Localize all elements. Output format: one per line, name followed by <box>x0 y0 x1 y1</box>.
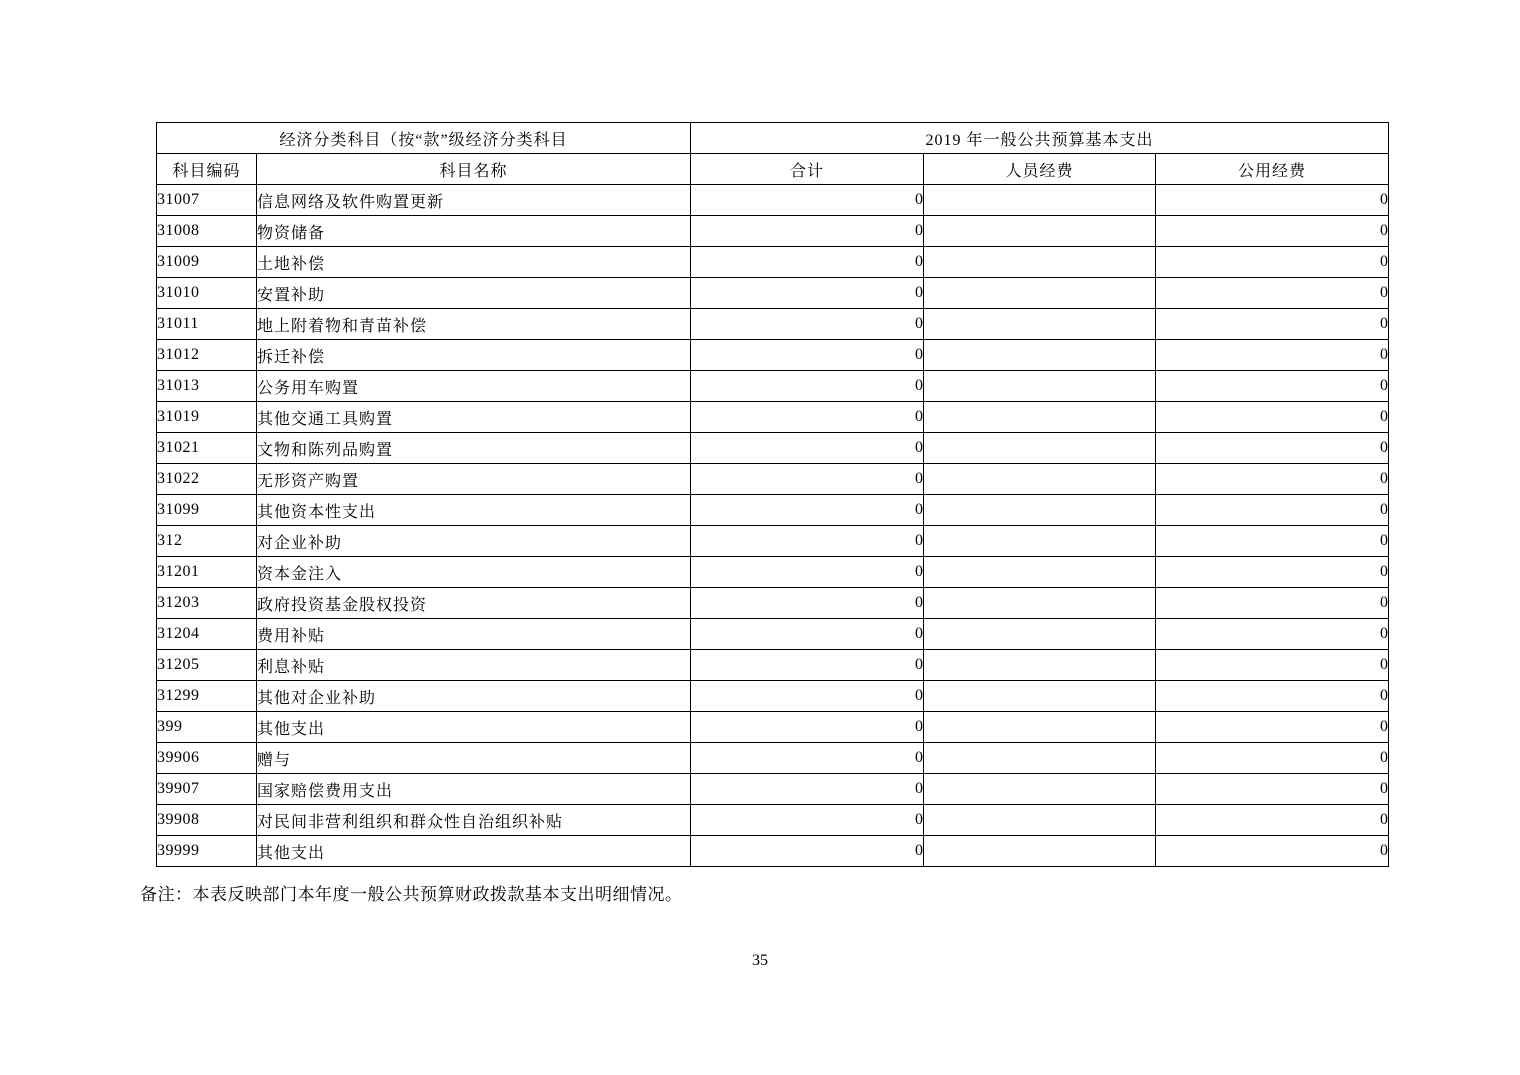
cell-subject-code: 31203 <box>157 588 257 619</box>
cell-total: 0 <box>691 464 924 495</box>
cell-subject-code: 312 <box>157 526 257 557</box>
cell-total: 0 <box>691 433 924 464</box>
table-row <box>157 278 1389 309</box>
cell-total: 0 <box>691 402 924 433</box>
cell-subject-name: 其他资本性支出 <box>257 495 691 526</box>
cell-total: 0 <box>691 247 924 278</box>
cell-public: 0 <box>1156 650 1389 681</box>
cell-public: 0 <box>1156 433 1389 464</box>
cell-total: 0 <box>691 681 924 712</box>
cell-personnel <box>924 743 1156 774</box>
cell-subject-name: 其他支出 <box>257 712 691 743</box>
cell-subject-code: 31010 <box>157 278 257 309</box>
cell-public: 0 <box>1156 588 1389 619</box>
header-col-code: 科目编码 <box>157 154 257 185</box>
cell-personnel <box>924 464 1156 495</box>
cell-personnel <box>924 557 1156 588</box>
cell-total: 0 <box>691 650 924 681</box>
cell-total: 0 <box>691 619 924 650</box>
table-row <box>157 464 1389 495</box>
cell-subject-code: 31021 <box>157 433 257 464</box>
cell-subject-name: 信息网络及软件购置更新 <box>257 185 691 216</box>
table-row <box>157 712 1389 743</box>
cell-public: 0 <box>1156 681 1389 712</box>
cell-personnel <box>924 526 1156 557</box>
cell-subject-name: 其他对企业补助 <box>257 681 691 712</box>
cell-subject-code: 31011 <box>157 309 257 340</box>
cell-subject-name: 利息补贴 <box>257 650 691 681</box>
cell-public: 0 <box>1156 743 1389 774</box>
cell-public: 0 <box>1156 836 1389 867</box>
cell-personnel <box>924 371 1156 402</box>
cell-subject-name: 公务用车购置 <box>257 371 691 402</box>
table-row <box>157 309 1389 340</box>
cell-total: 0 <box>691 774 924 805</box>
table-row <box>157 185 1389 216</box>
cell-personnel <box>924 712 1156 743</box>
table-row <box>157 743 1389 774</box>
cell-subject-name: 国家赔偿费用支出 <box>257 774 691 805</box>
cell-personnel <box>924 774 1156 805</box>
table-row <box>157 588 1389 619</box>
cell-subject-code: 31201 <box>157 557 257 588</box>
table-row <box>157 216 1389 247</box>
cell-subject-code: 31205 <box>157 650 257 681</box>
cell-public: 0 <box>1156 185 1389 216</box>
budget-table <box>156 122 1389 867</box>
cell-subject-name: 对企业补助 <box>257 526 691 557</box>
table-header-sub-row <box>157 154 1389 185</box>
cell-subject-name: 无形资产购置 <box>257 464 691 495</box>
cell-public: 0 <box>1156 247 1389 278</box>
cell-public: 0 <box>1156 340 1389 371</box>
cell-total: 0 <box>691 185 924 216</box>
cell-subject-name: 土地补偿 <box>257 247 691 278</box>
cell-public: 0 <box>1156 774 1389 805</box>
cell-subject-code: 31008 <box>157 216 257 247</box>
table-row <box>157 774 1389 805</box>
cell-personnel <box>924 309 1156 340</box>
cell-public: 0 <box>1156 309 1389 340</box>
cell-public: 0 <box>1156 495 1389 526</box>
cell-subject-code: 39999 <box>157 836 257 867</box>
cell-subject-name: 物资储备 <box>257 216 691 247</box>
cell-public: 0 <box>1156 464 1389 495</box>
cell-subject-code: 39908 <box>157 805 257 836</box>
cell-public: 0 <box>1156 712 1389 743</box>
cell-subject-name: 文物和陈列品购置 <box>257 433 691 464</box>
cell-public: 0 <box>1156 805 1389 836</box>
header-economic-classification: 经济分类科目（按“款”级经济分类科目 <box>157 123 691 154</box>
header-col-public: 公用经费 <box>1156 154 1389 185</box>
cell-public: 0 <box>1156 619 1389 650</box>
cell-public: 0 <box>1156 402 1389 433</box>
cell-subject-code: 31009 <box>157 247 257 278</box>
table-note: 备注：本表反映部门本年度一般公共预算财政拨款基本支出明细情况。 <box>140 885 683 904</box>
table-row <box>157 526 1389 557</box>
cell-public: 0 <box>1156 526 1389 557</box>
cell-total: 0 <box>691 340 924 371</box>
table-row <box>157 681 1389 712</box>
table-row <box>157 650 1389 681</box>
page-number: 35 <box>752 952 768 969</box>
cell-personnel <box>924 433 1156 464</box>
table-row <box>157 557 1389 588</box>
cell-personnel <box>924 619 1156 650</box>
table-row <box>157 340 1389 371</box>
cell-subject-name: 对民间非营利组织和群众性自治组织补贴 <box>257 805 691 836</box>
cell-public: 0 <box>1156 216 1389 247</box>
cell-subject-code: 31012 <box>157 340 257 371</box>
header-col-personnel: 人员经费 <box>924 154 1156 185</box>
cell-total: 0 <box>691 712 924 743</box>
table-row <box>157 836 1389 867</box>
cell-total: 0 <box>691 278 924 309</box>
header-col-total: 合计 <box>691 154 924 185</box>
table-row <box>157 433 1389 464</box>
cell-subject-name: 地上附着物和青苗补偿 <box>257 309 691 340</box>
cell-subject-code: 31022 <box>157 464 257 495</box>
cell-personnel <box>924 588 1156 619</box>
cell-subject-name: 政府投资基金股权投资 <box>257 588 691 619</box>
table-header-group-row <box>157 123 1389 154</box>
cell-personnel <box>924 340 1156 371</box>
cell-personnel <box>924 247 1156 278</box>
cell-subject-name: 赠与 <box>257 743 691 774</box>
cell-subject-code: 39906 <box>157 743 257 774</box>
cell-personnel <box>924 836 1156 867</box>
cell-personnel <box>924 650 1156 681</box>
cell-personnel <box>924 495 1156 526</box>
cell-public: 0 <box>1156 371 1389 402</box>
cell-total: 0 <box>691 495 924 526</box>
table-row <box>157 619 1389 650</box>
cell-subject-code: 39907 <box>157 774 257 805</box>
cell-subject-code: 31007 <box>157 185 257 216</box>
cell-total: 0 <box>691 588 924 619</box>
cell-subject-name: 其他支出 <box>257 836 691 867</box>
cell-total: 0 <box>691 216 924 247</box>
cell-total: 0 <box>691 371 924 402</box>
cell-subject-code: 31299 <box>157 681 257 712</box>
cell-subject-code: 31013 <box>157 371 257 402</box>
cell-public: 0 <box>1156 278 1389 309</box>
cell-subject-name: 拆迁补偿 <box>257 340 691 371</box>
cell-total: 0 <box>691 743 924 774</box>
cell-subject-code: 31099 <box>157 495 257 526</box>
cell-subject-code: 31019 <box>157 402 257 433</box>
cell-subject-name: 其他交通工具购置 <box>257 402 691 433</box>
header-budget-year: 2019 年一般公共预算基本支出 <box>691 123 1389 154</box>
cell-personnel <box>924 805 1156 836</box>
cell-personnel <box>924 185 1156 216</box>
cell-total: 0 <box>691 526 924 557</box>
cell-total: 0 <box>691 836 924 867</box>
cell-personnel <box>924 681 1156 712</box>
cell-subject-name: 安置补助 <box>257 278 691 309</box>
table-row <box>157 805 1389 836</box>
table-row <box>157 371 1389 402</box>
header-col-name: 科目名称 <box>257 154 691 185</box>
table-header <box>157 123 1389 185</box>
cell-subject-name: 资本金注入 <box>257 557 691 588</box>
cell-total: 0 <box>691 309 924 340</box>
table-body <box>157 185 1389 867</box>
cell-personnel <box>924 402 1156 433</box>
cell-personnel <box>924 278 1156 309</box>
table-row <box>157 247 1389 278</box>
cell-subject-code: 399 <box>157 712 257 743</box>
cell-total: 0 <box>691 557 924 588</box>
cell-subject-name: 费用补贴 <box>257 619 691 650</box>
cell-public: 0 <box>1156 557 1389 588</box>
cell-subject-code: 31204 <box>157 619 257 650</box>
cell-total: 0 <box>691 805 924 836</box>
table-row <box>157 402 1389 433</box>
budget-table-container <box>156 122 1388 867</box>
table-row <box>157 495 1389 526</box>
cell-personnel <box>924 216 1156 247</box>
